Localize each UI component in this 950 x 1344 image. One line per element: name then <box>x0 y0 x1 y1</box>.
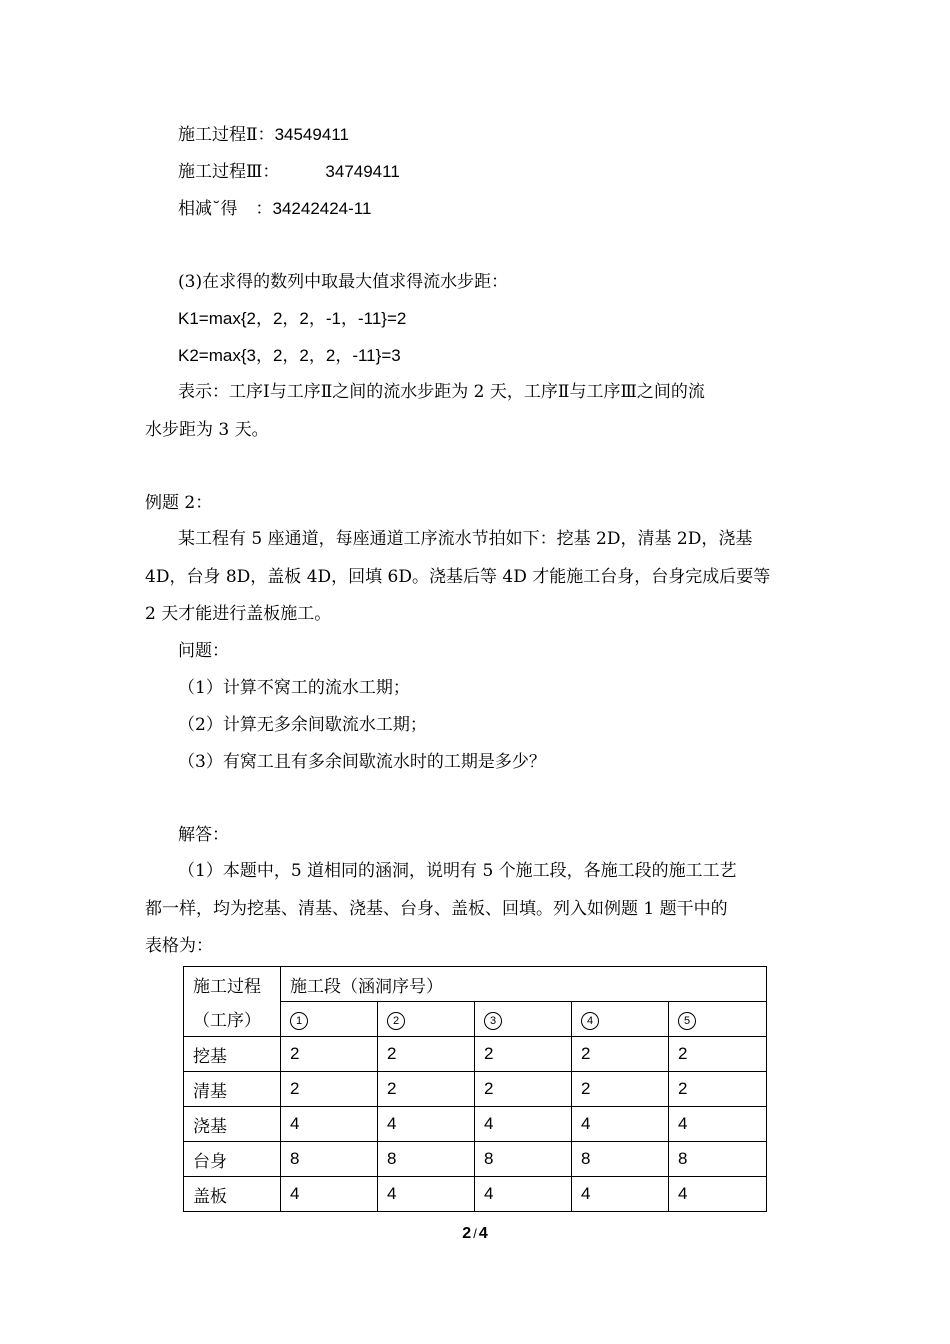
header-segment: 施工段（涵洞序号） <box>281 967 767 1002</box>
table-cell: 2 <box>281 1037 378 1072</box>
row-name: 挖基 <box>184 1037 281 1072</box>
subtract-line: 相减˘得 ：34242424-11 <box>178 199 372 219</box>
problem-line-1: 某工程有 5 座通道，每座通道工序流水节拍如下：挖基 2D，清基 2D，浇基 <box>178 529 753 549</box>
total-pages: 4 <box>478 1225 488 1242</box>
segment-number: 3 <box>484 1012 502 1030</box>
k1-formula: K1=max{2，2，2，-1，-11}=2 <box>178 309 407 328</box>
table-cell: 2 <box>669 1037 767 1072</box>
process-2-line: 施工过程Ⅱ：34549411 <box>178 125 349 145</box>
table-cell: 4 <box>572 1107 669 1142</box>
table-row <box>184 1107 767 1142</box>
question-2: （2）计算无多余间歇流水工期； <box>178 715 427 735</box>
row-name: 台身 <box>184 1142 281 1177</box>
segment-cell <box>475 1002 572 1037</box>
table-cell: 4 <box>378 1177 475 1212</box>
table-cell: 4 <box>281 1177 378 1212</box>
header-process-sub: （工序） <box>184 1002 281 1037</box>
answer-line-1: （1）本题中，5 道相同的涵洞，说明有 5 个施工段，各施工段的施工工艺 <box>178 861 737 881</box>
row-name: 浇基 <box>184 1107 281 1142</box>
process-3-line: 施工过程Ⅲ： 34749411 <box>178 162 400 182</box>
segment-cell <box>572 1002 669 1037</box>
table-cell: 2 <box>378 1072 475 1107</box>
example-2-title: 例题 2： <box>145 493 213 513</box>
answer-line-2: 都一样，均为挖基、清基、浇基、台身、盖板、回填。列入如例题 1 题干中的 <box>145 899 728 919</box>
table-cell: 8 <box>281 1142 378 1177</box>
k2-formula: K2=max{3，2，2，2，-11}=3 <box>178 346 401 365</box>
answer-title: 解答： <box>178 825 229 845</box>
table-cell: 4 <box>669 1107 767 1142</box>
table-row <box>184 1072 767 1107</box>
table-header-row <box>184 967 767 1002</box>
table-cell: 4 <box>475 1177 572 1212</box>
page-separator: / <box>473 1226 477 1241</box>
table-cell: 2 <box>281 1072 378 1107</box>
explain-line-2: 水步距为 3 天。 <box>145 420 269 440</box>
table-cell: 8 <box>572 1142 669 1177</box>
table-cell: 2 <box>475 1072 572 1107</box>
table-cell: 4 <box>475 1107 572 1142</box>
segment-number: 1 <box>290 1012 308 1030</box>
table-cell: 8 <box>669 1142 767 1177</box>
step-3-text: (3)在求得的数列中取最大值求得流水步距： <box>178 272 509 292</box>
table-cell: 2 <box>475 1037 572 1072</box>
row-name: 盖板 <box>184 1177 281 1212</box>
question-title: 问题： <box>178 641 229 661</box>
answer-line-3: 表格为： <box>145 936 213 956</box>
explain-line-1: 表示：工序Ⅰ与工序Ⅱ之间的流水步距为 2 天，工序Ⅱ与工序Ⅲ之间的流 <box>178 382 705 402</box>
segment-cell <box>281 1002 378 1037</box>
question-3: （3）有窝工且有多余间歇流水时的工期是多少？ <box>178 752 546 772</box>
segment-number: 4 <box>581 1012 599 1030</box>
header-process: 施工过程 <box>184 967 281 1002</box>
segment-number: 2 <box>387 1012 405 1030</box>
table-row <box>184 1037 767 1072</box>
question-1: （1）计算不窝工的流水工期； <box>178 678 410 698</box>
flow-beat-table <box>183 966 767 1212</box>
table-cell: 4 <box>572 1177 669 1212</box>
segment-number: 5 <box>678 1012 696 1030</box>
row-name: 清基 <box>184 1072 281 1107</box>
table-cell: 8 <box>378 1142 475 1177</box>
table-cell: 2 <box>572 1072 669 1107</box>
table-segment-row <box>184 1002 767 1037</box>
table-cell: 4 <box>281 1107 378 1142</box>
table-row <box>184 1177 767 1212</box>
table-cell: 2 <box>572 1037 669 1072</box>
table-cell: 4 <box>378 1107 475 1142</box>
table-cell: 2 <box>378 1037 475 1072</box>
problem-line-2: 4D，台身 8D，盖板 4D，回填 6D。浇基后等 4D 才能施工台身，台身完成后要等 <box>145 567 771 587</box>
segment-cell <box>669 1002 767 1037</box>
page-number <box>0 1225 950 1243</box>
table-cell: 8 <box>475 1142 572 1177</box>
current-page: 2 <box>462 1225 472 1242</box>
table-cell: 4 <box>669 1177 767 1212</box>
problem-line-3: 2 天才能进行盖板施工。 <box>145 604 332 624</box>
table-cell: 2 <box>669 1072 767 1107</box>
segment-cell <box>378 1002 475 1037</box>
table-row <box>184 1142 767 1177</box>
